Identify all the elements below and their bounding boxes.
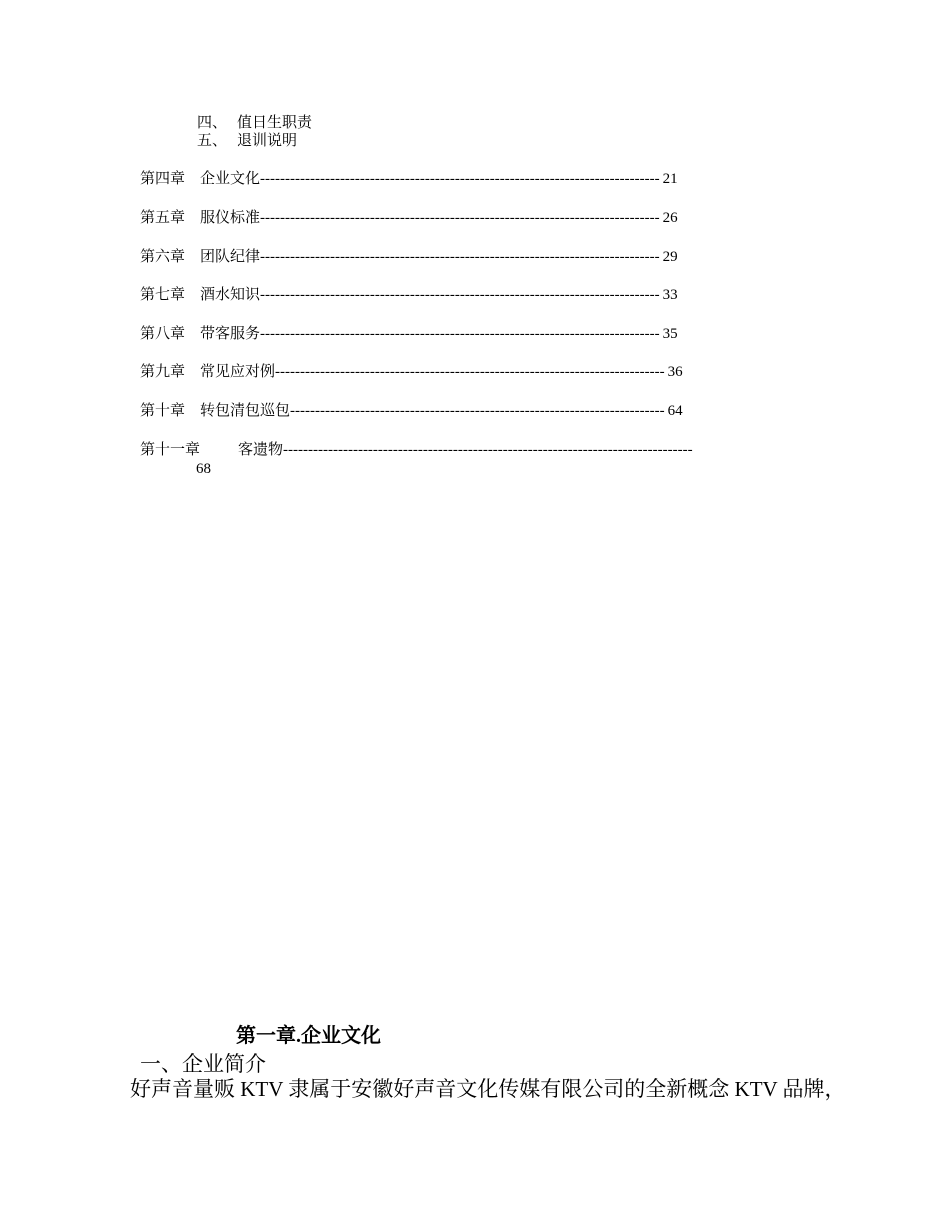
toc-chapter-title: 酒水知识 (200, 287, 261, 303)
toc-sub-item (197, 114, 312, 132)
toc-page-number: 64 (667, 403, 683, 419)
toc-page-number: 21 (662, 171, 678, 187)
toc-chapter-title: 转包清包巡包 (200, 403, 291, 419)
toc-chapter-number: 第九章 (140, 364, 186, 380)
toc-entry[interactable] (140, 363, 683, 381)
toc-sub-item-text: 退训说明 (237, 133, 298, 149)
toc-chapter-number: 第十一章 (140, 442, 201, 458)
toc-leader: ---------------------------------------------------------------------------------- (283, 442, 693, 458)
toc-sub-item (197, 132, 297, 150)
toc-entry[interactable] (140, 325, 678, 343)
toc-page-number: 68 (196, 461, 211, 477)
toc-chapter-number: 第十章 (140, 403, 186, 419)
section-heading: 一、企业简介 (140, 1052, 266, 1076)
toc-chapter-number: 第四章 (140, 171, 186, 187)
chapter-title: 第一章.企业文化 (236, 1025, 381, 1047)
toc-chapter-title: 服仪标准 (200, 210, 261, 226)
toc-page-number: 33 (662, 287, 678, 303)
toc-entry[interactable] (140, 286, 678, 304)
toc-leader: -------------------------------------------------------------------------------- (260, 326, 660, 342)
toc-leader: --------------------------------------------------------------------------- (290, 403, 665, 419)
toc-sub-item-number: 四、 (197, 115, 228, 131)
toc-page-number: 36 (667, 364, 683, 380)
toc-sub-item-number: 五、 (197, 133, 228, 149)
toc-entry[interactable] (140, 441, 693, 459)
toc-leader: -------------------------------------------------------------------------------- (260, 249, 660, 265)
body-paragraph: 好声音量贩 KTV 隶属于安徽好声音文化传媒有限公司的全新概念 KTV 品牌， (130, 1077, 846, 1101)
toc-chapter-number: 第五章 (140, 210, 186, 226)
toc-page-number: 29 (662, 249, 678, 265)
toc-chapter-number: 第七章 (140, 287, 186, 303)
toc-chapter-number: 第六章 (140, 249, 186, 265)
toc-chapter-title: 常见应对例 (200, 364, 276, 380)
toc-leader: -------------------------------------------------------------------------------- (260, 287, 660, 303)
toc-entry[interactable] (140, 170, 678, 188)
toc-entry[interactable] (140, 209, 678, 227)
toc-page-number: 26 (662, 210, 678, 226)
toc-entry[interactable] (140, 248, 678, 266)
toc-chapter-title: 带客服务 (200, 326, 261, 342)
toc-leader: -------------------------------------------------------------------------------- (260, 210, 660, 226)
toc-chapter-title: 客遗物 (238, 442, 284, 458)
toc-chapter-title: 团队纪律 (200, 249, 261, 265)
toc-entry[interactable] (140, 402, 683, 420)
toc-sub-item-text: 值日生职责 (237, 115, 313, 131)
toc-leader: ------------------------------------------------------------------------------ (275, 364, 665, 380)
toc-page-number: 35 (662, 326, 678, 342)
toc-chapter-number: 第八章 (140, 326, 186, 342)
toc-leader: -------------------------------------------------------------------------------- (260, 171, 660, 187)
toc-chapter-title: 企业文化 (200, 171, 261, 187)
